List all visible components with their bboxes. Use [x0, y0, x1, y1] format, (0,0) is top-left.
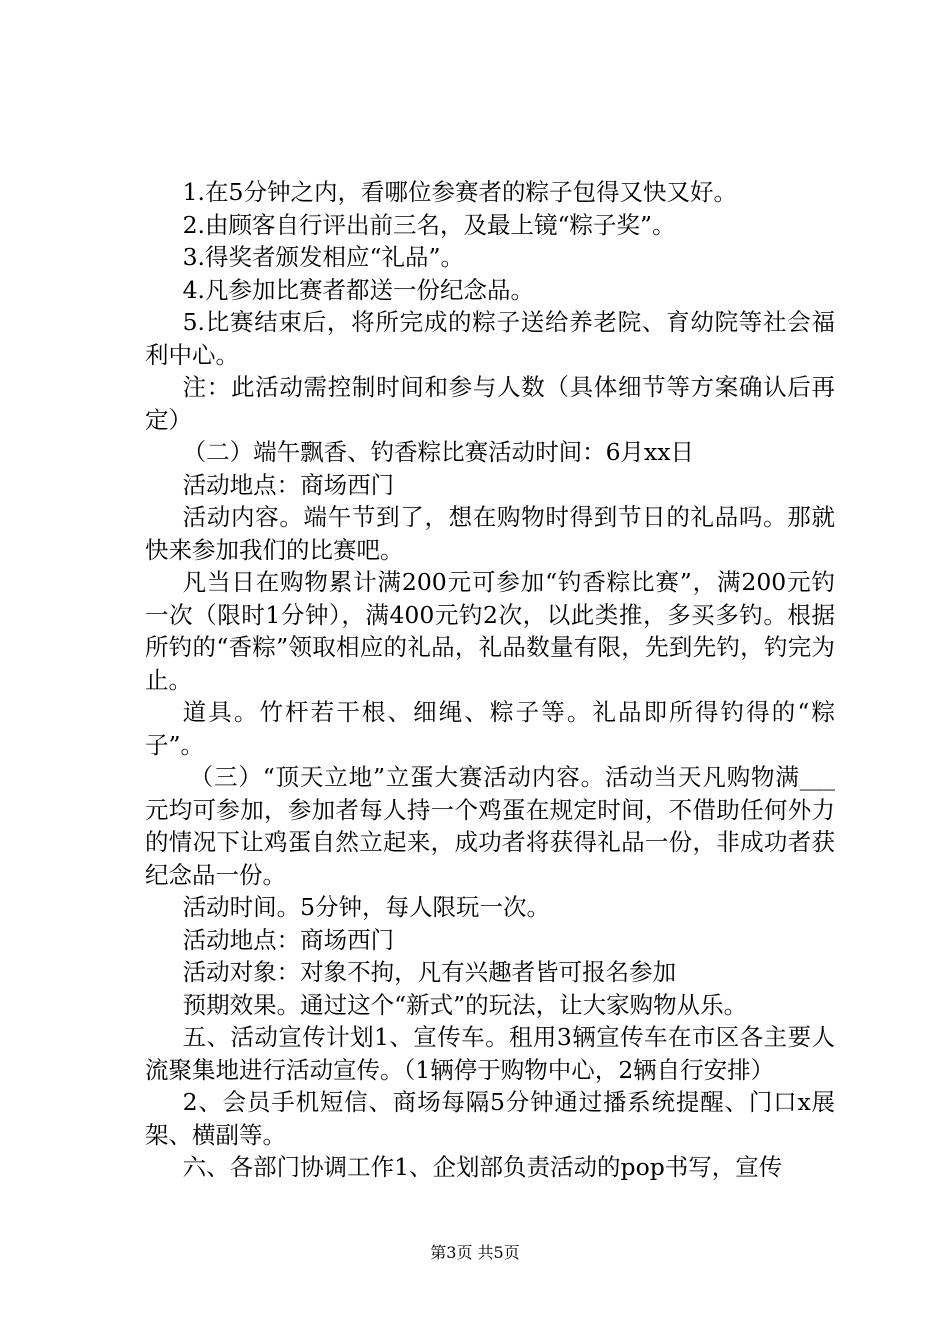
paragraph-audience: 活动对象：对象不拘，凡有兴趣者皆可报名参加 — [182, 958, 677, 986]
paragraph-location: 活动地点：商场西门 — [182, 470, 395, 499]
paragraph-rule-2: 2.由顾客自行评出前三名，及最上镜“粽子奖”。 — [182, 210, 676, 239]
paragraph-section-3-heading: （三）“顶天立地”立蛋大赛活动内容。活动当天凡购物满___元均可参加，参加者每人持一个鸡蛋在规定时间，不借助任何外力的情况下让鸡蛋自然立起来，成功者将获得礼品一份，非成功者获纪念品一份。 — [145, 763, 835, 889]
paragraph-props: 道具。竹杆若干根、细绳、粽子等。礼品即所得钓得的“粽子”。 — [145, 698, 835, 759]
paragraph-section-6: 六、各部门协调工作1、企划部负责活动的pop书写，宣传 — [182, 1153, 783, 1181]
paragraph-rule-3: 3.得奖者颁发相应“礼品”。 — [182, 243, 465, 271]
paragraph-rules-detail: 凡当日在购物累计满200元可参加“钓香粽比赛”，满200元钓一次（限时1分钟），满400元钓2次，以此类推，多买多钓。根据所钓的“香粽”领取相应的礼品，礼品数量有限，先到先钓，钓完为止。 — [145, 568, 835, 694]
paragraph-content: 活动内容。端午节到了，想在购物时得到节日的礼品吗。那就快来参加我们的比赛吧。 — [145, 503, 835, 564]
paragraph-rule-1: 1.在5分钟之内，看哪位参赛者的粽子包得又快又好。 — [182, 178, 737, 206]
document-body — [145, 176, 835, 1184]
page-footer: 第3页 共5页 — [430, 1243, 520, 1262]
paragraph-rule-5: 5.比赛结束后，将所完成的粽子送给养老院、育幼院等社会福利中心。 — [145, 308, 835, 369]
paragraph-rule-4: 4.凡参加比赛者都送一份纪念品。 — [182, 275, 535, 304]
paragraph-section-5-item-2: 2、会员手机短信、商场每隔5分钟通过播系统提醒、门口x展架、横副等。 — [145, 1088, 835, 1149]
paragraph-section-2-heading: （二）端午飘香、钓香粽比赛活动时间：6月xx日 — [182, 438, 695, 466]
paragraph-expected-effect: 预期效果。通过这个“新式”的玩法，让大家购物从乐。 — [182, 990, 748, 1019]
paragraph-location-2: 活动地点：商场西门 — [182, 925, 395, 954]
paragraph-note: 注：此活动需控制时间和参与人数（具体细节等方案确认后再定） — [145, 373, 835, 434]
paragraph-section-5: 五、活动宣传计划1、宣传车。租用3辆宣传车在市区各主要人流聚集地进行活动宣传。（1辆停于购物中心，2辆自行安排） — [145, 1023, 835, 1084]
paragraph-time: 活动时间。5分钟，每人限玩一次。 — [182, 893, 551, 921]
